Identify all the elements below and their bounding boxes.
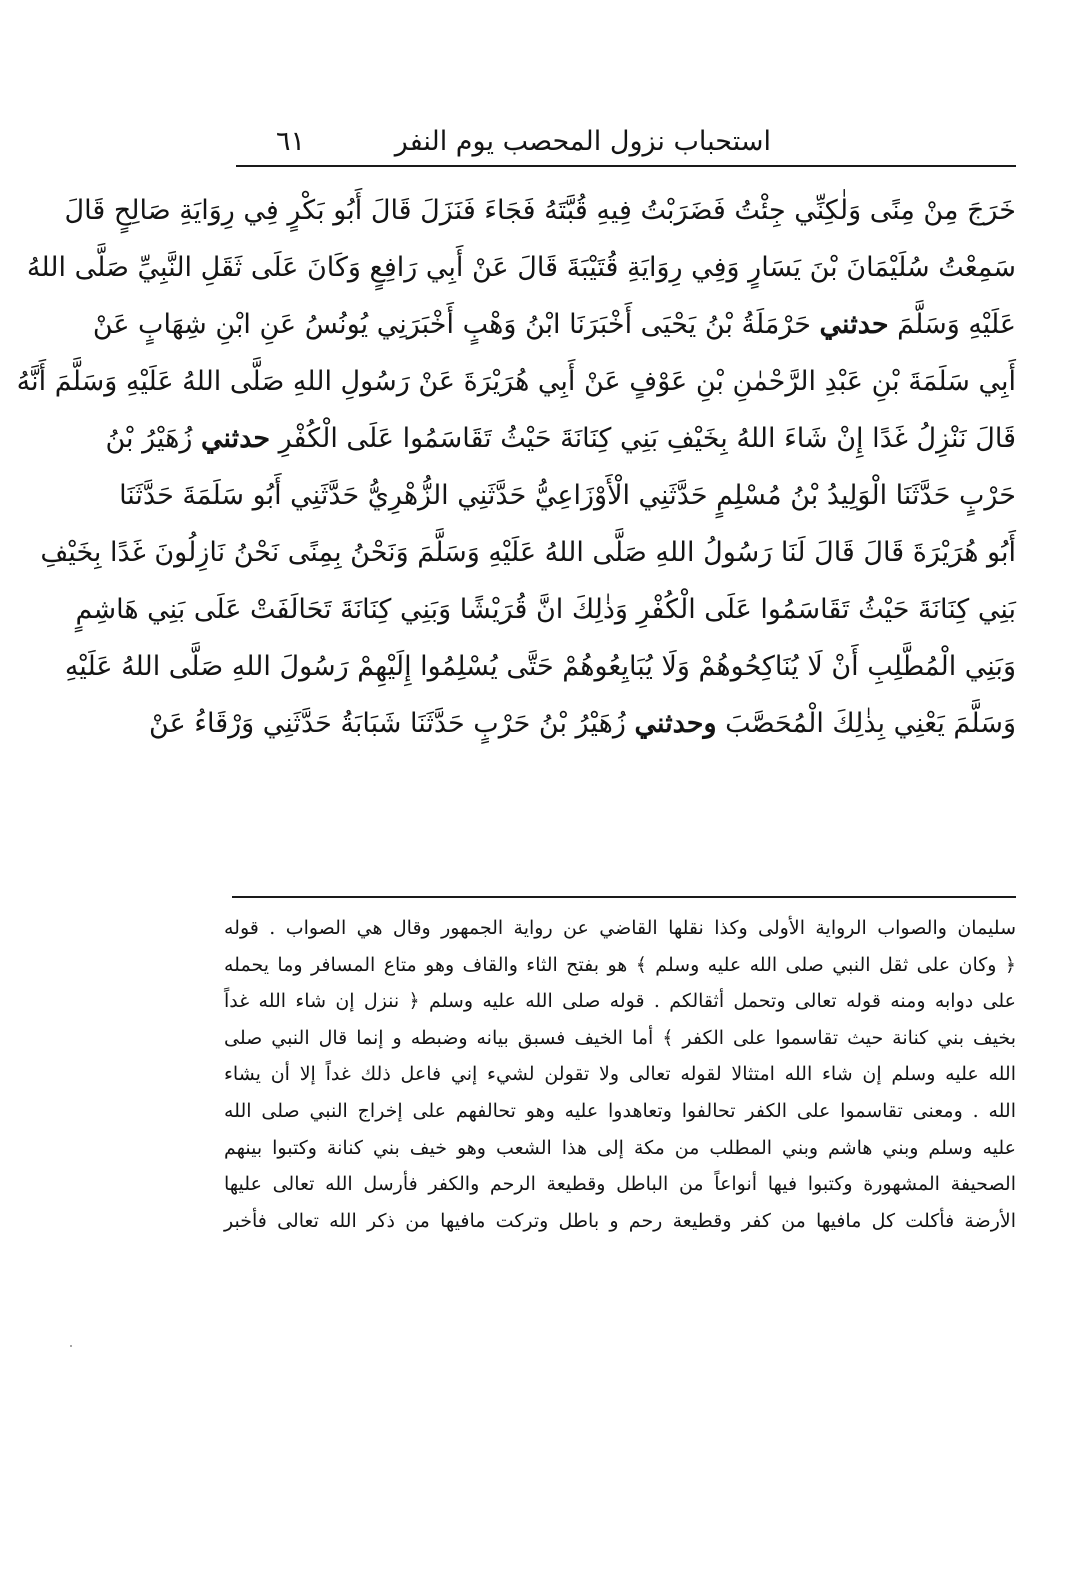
hadith-text: وَسَلَّمَ يَعْنِي بِذٰلِكَ الْمُحَصَّبَ	[725, 708, 1016, 739]
footnote-separator-rule	[232, 896, 1016, 898]
scan-speck	[70, 1345, 72, 1347]
page-number: ٦١	[276, 126, 306, 157]
commentary-line: الصحيفة المشهورة وكتبوا فيها أنواعاً من الباطل وقطيعة الرحم والكفر فأرسل الله تعالى عليها	[224, 1173, 1016, 1196]
commentary-line: عليه وسلم وبني هاشم وبني المطلب من مكة إلى هذا الشعب وهو خيف بني كنانة وكتبوا بينهم	[224, 1136, 1016, 1159]
hadith-text: قَالَ نَنْزِلُ غَدًا إِنْ شَاءَ اللهُ بِخَيْفِ بَنِي كِنَانَةَ حَيْثُ تَقَاسَمُوا عَلَى الْكُفْرِ	[278, 423, 1016, 454]
chapter-title: استحباب نزول المحصب يوم النفر	[394, 126, 771, 157]
hadith-text: زُهَيْرُ بْنُ حَرْبٍ حَدَّثَنَا شَبَابَةُ حَدَّثَنِي وَرْقَاءُ عَنْ	[149, 708, 626, 739]
hadith-text: سَمِعْتُ سُلَيْمَانَ بْنَ يَسَارٍ وَفِي رِوَايَةِ قُتَيْبَةَ قَالَ عَنْ أَبِي رَافِعٍ وَكَانَ عَلَى ثَقَلِ النَّبِيِّ صَلَّى اللهُ	[26, 252, 1016, 283]
commentary-line: الله . ومعنى تقاسموا على الكفر تحالفوا وتعاهدوا عليه وهو تحالفهم على إخراج النبي صلى الله	[224, 1099, 1016, 1122]
commentary-line: على دوابه ومنه قوله تعالى وتحمل أثقالكم . قوله صلى الله عليه وسلم ﴿ ننزل إن شاء الله غداً	[224, 990, 1016, 1013]
main-text-line	[16, 353, 1016, 410]
commentary-line: الأرضة فأكلت كل مافيها من كفر وقطيعة رحم و باطل وتركت مافيها من ذكر الله تعالى فأخبر	[224, 1209, 1016, 1232]
hadith-keyword: وحدثني	[634, 708, 717, 739]
commentary-line: الله عليه وسلم إن شاء الله امتثالا لقوله تعالى ولا تقولن لشيء إني فاعل ذلك غداً إلا أن يشاء	[224, 1063, 1016, 1086]
main-text-block	[16, 182, 1016, 752]
main-text-line	[75, 581, 1016, 638]
hadith-text: بَنِي كِنَانَةَ حَيْثُ تَقَاسَمُوا عَلَى الْكُفْرِ وَذٰلِكَ انَّ قُرَيْشًا وَبَنِي كِنَانَةَ تَحَالَفَتْ عَلَى بَنِي هَاشِمٍ	[75, 594, 1016, 625]
main-text-line	[64, 638, 1016, 695]
hadith-text: خَرَجَ مِنْ مِنًى وَلٰكِنِّي جِئْتُ فَضَرَبْتُ فِيهِ قُبَّتَهُ فَجَاءَ فَنَزَلَ قَالَ أَبُو بَكْرٍ فِي رِوَايَةِ صَالِحٍ قَالَ	[64, 195, 1016, 226]
main-text-line	[119, 467, 1016, 524]
hadith-text: أَبُو هُرَيْرَةَ قَالَ قَالَ لَنَا رَسُولُ اللهِ صَلَّى اللهُ عَلَيْهِ وَسَلَّمَ وَنَحْنُ بِمِنًى نَحْنُ نَازِلُونَ غَدًا بِخَيْفِ	[40, 537, 1016, 568]
commentary-line: سليمان والصواب الرواية الأولى وكذا نقلها القاضي عن رواية الجمهور وقال هي الصواب . قوله	[224, 917, 1016, 939]
hadith-text: حَرْبٍ حَدَّثَنَا الْوَلِيدُ بْنُ مُسْلِمٍ حَدَّثَنِي الْأَوْزَاعِيُّ حَدَّثَنِي الزُّهْرِيُّ حَدَّثَنِي أَبُو سَلَمَةَ حَدَّثَنَا	[119, 480, 1016, 511]
hadith-text: أَبِي سَلَمَةَ بْنِ عَبْدِ الرَّحْمٰنِ بْنِ عَوْفٍ عَنْ أَبِي هُرَيْرَةَ عَنْ رَسُولِ اللهِ صَلَّى اللهُ عَلَيْهِ وَسَلَّمَ أَنَّهُ	[16, 366, 1016, 397]
main-text-line	[40, 524, 1016, 581]
main-text-line	[26, 239, 1016, 296]
hadith-text: وَبَنِي الْمُطَّلِبِ أَنْ لَا يُنَاكِحُوهُمْ وَلَا يُبَايِعُوهُمْ حَتَّى يُسْلِمُوا إِلَيْهِمْ رَسُولَ اللهِ صَلَّى اللهُ عَلَيْهِ	[64, 651, 1016, 682]
hadith-text: عَلَيْهِ وَسَلَّمَ	[897, 309, 1016, 340]
main-text-line	[92, 296, 1016, 353]
running-header	[240, 118, 1016, 168]
main-text-line	[64, 182, 1016, 239]
commentary-line: بخيف بني كنانة حيث تقاسموا على الكفر ﴾ أما الخيف فسبق بيانه وضبطه و إنما قال النبي صلى	[224, 1026, 1016, 1049]
header-rule	[236, 165, 1016, 167]
main-text-line	[149, 695, 1016, 752]
hadith-keyword: حدثني	[819, 309, 889, 340]
hadith-text: حَرْمَلَةُ بْنُ يَحْيَى أَخْبَرَنَا ابْنُ وَهْبٍ أَخْبَرَنِي يُونُسُ عَنِ ابْنِ شِهَابٍ عَنْ	[92, 309, 811, 340]
commentary-block	[224, 910, 1016, 1239]
main-text-line	[105, 410, 1016, 467]
hadith-keyword: حدثني	[201, 423, 271, 454]
commentary-line: ﴿ وكان على ثقل النبي صلى الله عليه وسلم ﴾ هو بفتح الثاء والقاف وهو متاع المسافر وما يحمله	[224, 953, 1016, 976]
hadith-text: زُهَيْرُ بْنُ	[105, 423, 193, 454]
